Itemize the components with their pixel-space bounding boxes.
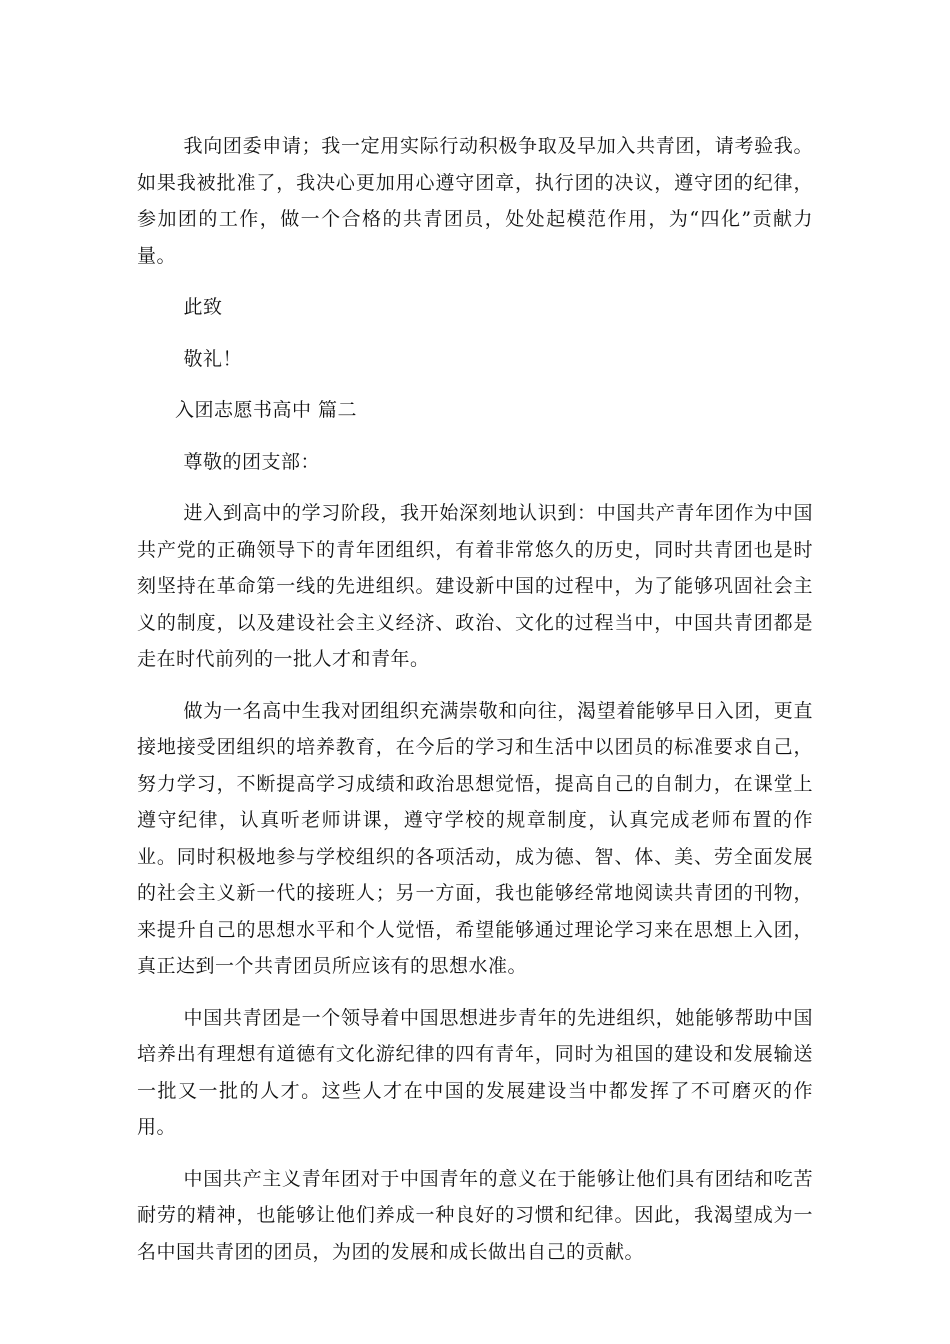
greeting: 尊敬的团支部： xyxy=(183,450,321,473)
document-body xyxy=(137,128,813,1270)
paragraph-application: 我向团委申请；我一定用实际行动积极争取及早加入共青团，请考验我。如果我被批准了，我决心更加用心遵守团章，执行团的决议，遵守团的纪律，参加团的工作，做一个合格的共青团员，处处起模范作用，为“四化”贡献力量。 xyxy=(137,135,813,267)
section-heading: 入团志愿书高中 篇二 xyxy=(175,399,358,421)
paragraph-conclusion: 中国共产主义青年团对于中国青年的意义在于能够让他们具有团结和吃苦耐劳的精神，也能够让他们养成一种良好的习惯和纪律。因此，我渴望成为一名中国共青团的团员，为团的发展和成长做出自己的贡献。 xyxy=(137,1167,813,1263)
closing-regards: 敬礼！ xyxy=(183,347,243,370)
paragraph-aspiration: 做为一名高中生我对团组织充满崇敬和向往，渴望着能够早日入团，更直接地接受团组织的培养教育，在今后的学习和生活中以团员的标准要求自己，努力学习，不断提高学习成绩和政治思想觉悟，提高自己的自制力，在课堂上遵守纪律，认真听老师讲课，遵守学校的规章制度，认真完成老师布置的作业。同时积极地参与学校组织的各项活动，成为德、智、体、美、劳全面发展的社会主义新一代的接班人；另一方面，我也能够经常地阅读共青团的刊物，来提升自己的思想水平和个人觉悟，希望能够通过理论学习来在思想上入团，真正达到一个共青团员所应该有的思想水准。 xyxy=(137,699,813,977)
paragraph-organization: 中国共青团是一个领导着中国思想进步青年的先进组织，她能够帮助中国培养出有理想有道德有文化游纪律的四有青年，同时为祖国的建设和发展输送一批又一批的人才。这些人才在中国的发展建设当中都发挥了不可磨灭的作用。 xyxy=(137,1006,813,1138)
closing-salutation: 此致 xyxy=(183,296,223,318)
paragraph-intro: 进入到高中的学习阶段，我开始深刻地认识到：中国共产青年团作为中国共产党的正确领导下的青年团组织，有着非常悠久的历史，同时共青团也是时刻坚持在革命第一线的先进组织。建设新中国的过程中，为了能够巩固社会主义的制度，以及建设社会主义经济、政治、文化的过程当中，中国共青团都是走在时代前列的一批人才和青年。 xyxy=(137,502,813,670)
